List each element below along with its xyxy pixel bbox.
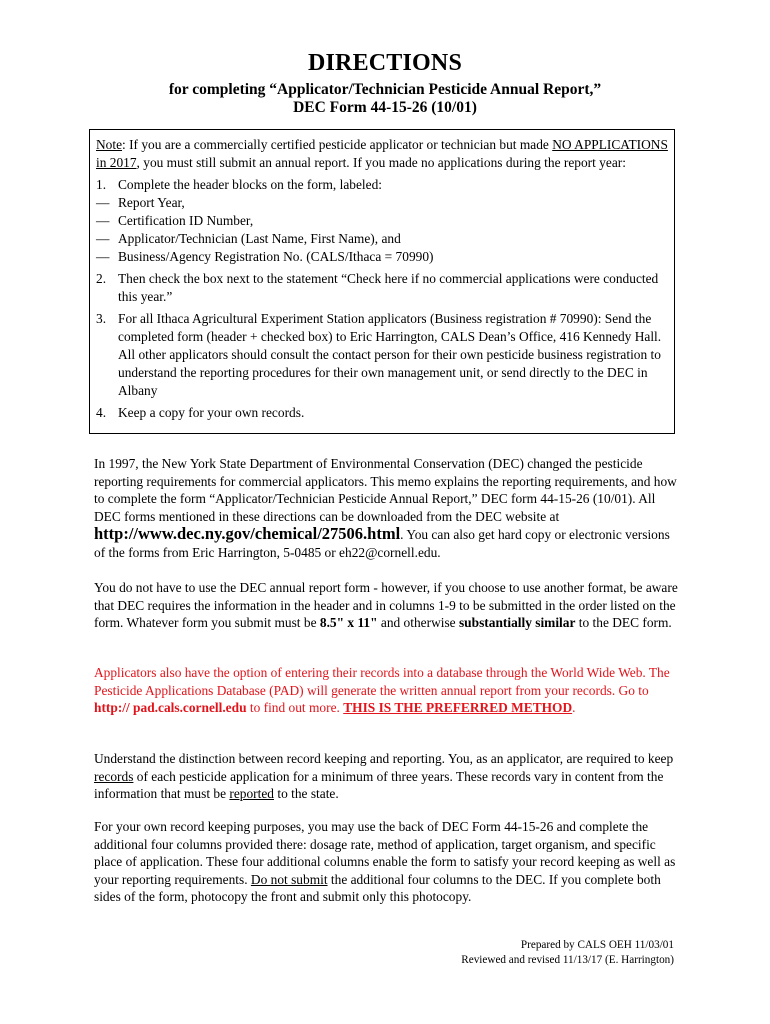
sub-item bbox=[96, 194, 668, 212]
records-emphasis: records bbox=[94, 768, 134, 784]
reported-emphasis: reported bbox=[229, 786, 274, 801]
note-paragraph bbox=[96, 136, 668, 172]
record-keeping-paragraph bbox=[94, 750, 679, 803]
format-text-end: to the DEC form. bbox=[575, 615, 672, 630]
dash-marker: — bbox=[96, 213, 110, 228]
format-text-continued: and otherwise bbox=[377, 615, 459, 630]
note-label: Note bbox=[96, 137, 123, 152]
records-text-continued: of each pesticide application for a minimum of three years. These records vary in content from the information that must be bbox=[94, 768, 664, 801]
no-applications-emphasis: NO APPLICATIONS in 2017 bbox=[96, 137, 668, 170]
no-applications-note-box bbox=[89, 129, 675, 434]
subtitle-line-2: DEC Form 44-15-26 (10/01) bbox=[293, 99, 477, 116]
pad-website-link[interactable]: http:// pad.cals.cornell.edu bbox=[94, 700, 247, 715]
revision-footer bbox=[461, 938, 674, 968]
list-item-text: For all Ithaca Agricultural Experiment Station applicators (Business registration # 70990): Send the completed form (header + checked box) to Eric Harrington, CALS Dean’s Office, 416 Kennedy Hall. All other applicators should consult the contact person for their own pesticide business registration to understand the reporting procedures for their own management unit, or send directly to the DEC in Albany bbox=[118, 311, 662, 398]
sub-item-text: Business/Agency Registration No. (CALS/Ithaca = 70990) bbox=[118, 249, 434, 264]
reviewed-line: Reviewed and revised 11/13/17 (E. Harrington) bbox=[461, 954, 674, 966]
dash-marker: — bbox=[96, 195, 110, 210]
note-text: : If you are a commercially certified pesticide applicator or technician but made bbox=[122, 137, 553, 152]
subtitle-line-1: for completing “Applicator/Technician Pesticide Annual Report,” bbox=[168, 81, 602, 98]
prepared-by-line: Prepared by CALS OEH 11/03/01 bbox=[520, 939, 674, 951]
records-text-end: to the state. bbox=[274, 786, 339, 801]
back-form-text: For your own record keeping purposes, you may use the back of DEC Form 44-15-26 and complete the additional four columns provided there: dosage rate, method of application, target organism, and specific place of application. These four additional columns enable the form to satisfy your record keeping as well as your reporting requirements. bbox=[94, 819, 676, 887]
page-title: DIRECTIONS bbox=[307, 50, 463, 76]
paper-size-emphasis: 8.5" x 11" bbox=[319, 615, 378, 630]
intro-paragraph bbox=[94, 455, 679, 561]
list-item-text: Complete the header blocks on the form, labeled: bbox=[118, 177, 383, 192]
sub-item-text: Applicator/Technician (Last Name, First Name), and bbox=[118, 231, 401, 246]
list-number: 4. bbox=[96, 405, 107, 420]
intro-text: In 1997, the New York State Department of Environmental Conservation (DEC) changed the pesticide reporting requirements for commercial applicators. This memo explains the reporting requirements, and how to complete the form “Applicator/Technician Pesticide Annual Report,” DEC form 44-15-26 (10/01). All DEC forms mentioned in these directions can be downloaded from the DEC website at bbox=[94, 456, 677, 524]
sub-item bbox=[96, 230, 668, 248]
list-number: 3. bbox=[96, 311, 107, 326]
back-of-form-paragraph bbox=[94, 818, 679, 906]
list-item-1 bbox=[96, 176, 668, 194]
list-number: 1. bbox=[96, 177, 107, 192]
sub-item bbox=[96, 248, 668, 266]
similarity-emphasis: substantially similar bbox=[458, 615, 576, 630]
dash-marker: — bbox=[96, 249, 110, 264]
form-format-paragraph bbox=[94, 579, 679, 632]
intro-text-continued: . You can also get hard copy or electronic versions of the forms from Eric Harrington, 5-0485 or eh22@cornell.edu. bbox=[94, 527, 670, 560]
list-item-3 bbox=[96, 310, 668, 400]
back-form-text-continued: the additional four columns to the DEC. If you complete both sides of the form, photocopy the front and submit only this photocopy. bbox=[94, 871, 661, 904]
pad-text: Applicators also have the option of entering their records into a database through the World Wide Web. The Pesticide Applications Database (PAD) will generate the written annual report from your records. Go to bbox=[94, 665, 670, 698]
list-number: 2. bbox=[96, 271, 107, 286]
list-item-4 bbox=[96, 404, 668, 422]
sub-item-text: Report Year, bbox=[118, 195, 185, 210]
do-not-submit-emphasis: Do not submit bbox=[250, 871, 328, 887]
pad-text-continued: to find out more. bbox=[246, 700, 344, 715]
pad-database-paragraph bbox=[94, 664, 679, 717]
note-text-continued: , you must still submit an annual report. If you made no applications during the report year: bbox=[136, 155, 626, 170]
preferred-method-emphasis: THIS IS THE PREFERRED METHOD bbox=[343, 700, 573, 715]
list-item-text: Then check the box next to the statement “Check here if no commercial applications were conducted this year.” bbox=[118, 271, 659, 304]
list-item-text: Keep a copy for your own records. bbox=[118, 405, 305, 420]
dec-website-link[interactable]: http://www.dec.ny.gov/chemical/27506.html bbox=[94, 524, 401, 543]
list-item-2 bbox=[96, 270, 668, 306]
format-text: You do not have to use the DEC annual report form - however, if you choose to use another format, be aware that DEC requires the information in the header and in columns 1-9 to be submitted in the order listed on the form. Whatever form you submit must be bbox=[94, 580, 678, 630]
sub-item bbox=[96, 212, 668, 230]
records-text: Understand the distinction between record keeping and reporting. You, as an applicator, are required to keep bbox=[94, 751, 674, 766]
sub-item-text: Certification ID Number, bbox=[118, 213, 254, 228]
pad-text-end: . bbox=[572, 700, 576, 715]
dash-marker: — bbox=[96, 231, 110, 246]
